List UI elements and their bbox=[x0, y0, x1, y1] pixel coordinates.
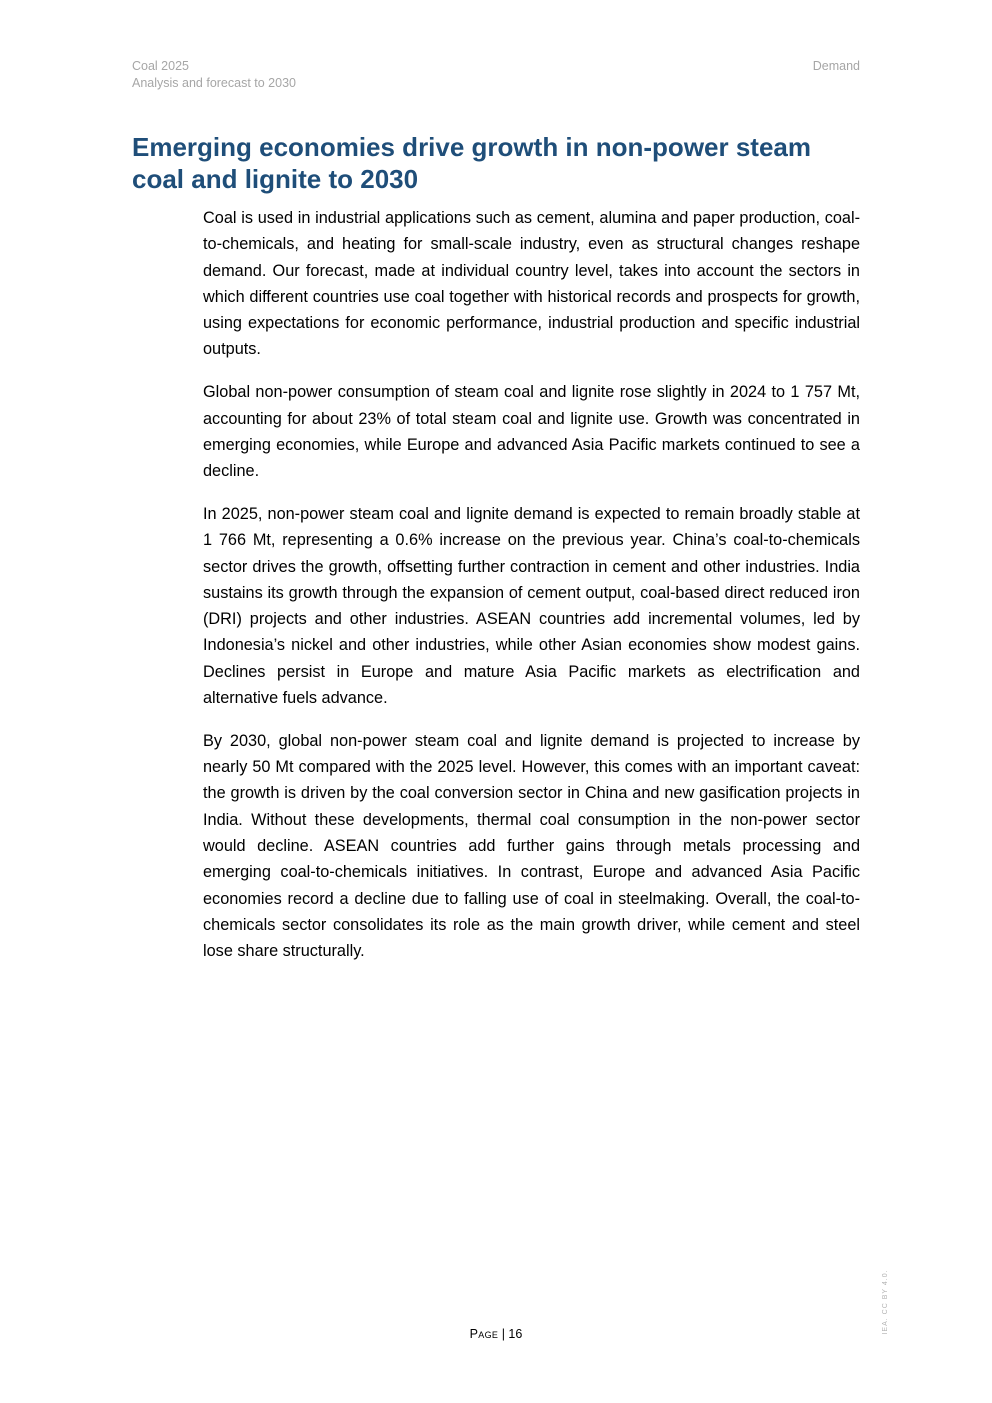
license-note: IEA. CC BY 4.0. bbox=[882, 1269, 889, 1335]
page-number: 16 bbox=[508, 1327, 523, 1341]
paragraph: Global non-power consumption of steam coal and lignite rose slightly in 2024 to 1 757 Mt, accounting for about 23% of total steam coal and lignite use. Growth was concentrated in emerging economies, while Europe and advanced Asia Pacific markets continued to see a decline. bbox=[203, 383, 860, 481]
section-heading: Emerging economies drive growth in non-power steam coal and lignite to 2030 bbox=[132, 132, 811, 194]
page-label: Page bbox=[469, 1327, 499, 1341]
running-header-left bbox=[132, 58, 296, 92]
section-name: Demand bbox=[812, 59, 860, 73]
page-footer bbox=[0, 1326, 992, 1342]
publication-subtitle: Analysis and forecast to 2030 bbox=[132, 76, 296, 90]
publication-title: Coal 2025 bbox=[132, 59, 189, 73]
paragraph: Coal is used in industrial applications such as cement, alumina and paper production, coal-to-chemicals, and heating for small-scale industry, even as structural changes reshape demand. Our forecast, made at individual country level, takes into account the sectors in which different countries use coal together with historical records and prospects for growth, using expectations for economic performance, industrial production and specific industrial outputs. bbox=[203, 209, 860, 359]
body-text bbox=[203, 205, 860, 981]
page-separator: | bbox=[498, 1327, 509, 1341]
paragraph: By 2030, global non-power steam coal and lignite demand is projected to increase by nearly 50 Mt compared with the 2025 level. However, this comes with an important caveat: the growth is driven by the coal conversion sector in China and new gasification projects in India. Without these developments, thermal coal consumption in the non-power sector would decline. ASEAN countries add further gains through metals processing and emerging coal-to-chemicals initiatives. In contrast, Europe and advanced Asia Pacific economies record a decline due to falling use of coal in steelmaking. Overall, the coal-to-chemicals sector consolidates its role as the main growth driver, while cement and steel lose share structurally. bbox=[203, 731, 860, 961]
paragraph: In 2025, non-power steam coal and lignite demand is expected to remain broadly stable at 1 766 Mt, representing a 0.6% increase on the previous year. China’s coal-to-chemicals sector drives the growth, offsetting further contraction in cement and other industries. India sustains its growth through the expansion of cement output, coal-based direct reduced iron (DRI) projects and other industries. ASEAN countries add incremental volumes, led by Indonesia’s nickel and other industries, while other Asian economies show modest gains. Declines persist in Europe and mature Asia Pacific markets as electrification and alternative fuels advance. bbox=[203, 504, 860, 708]
